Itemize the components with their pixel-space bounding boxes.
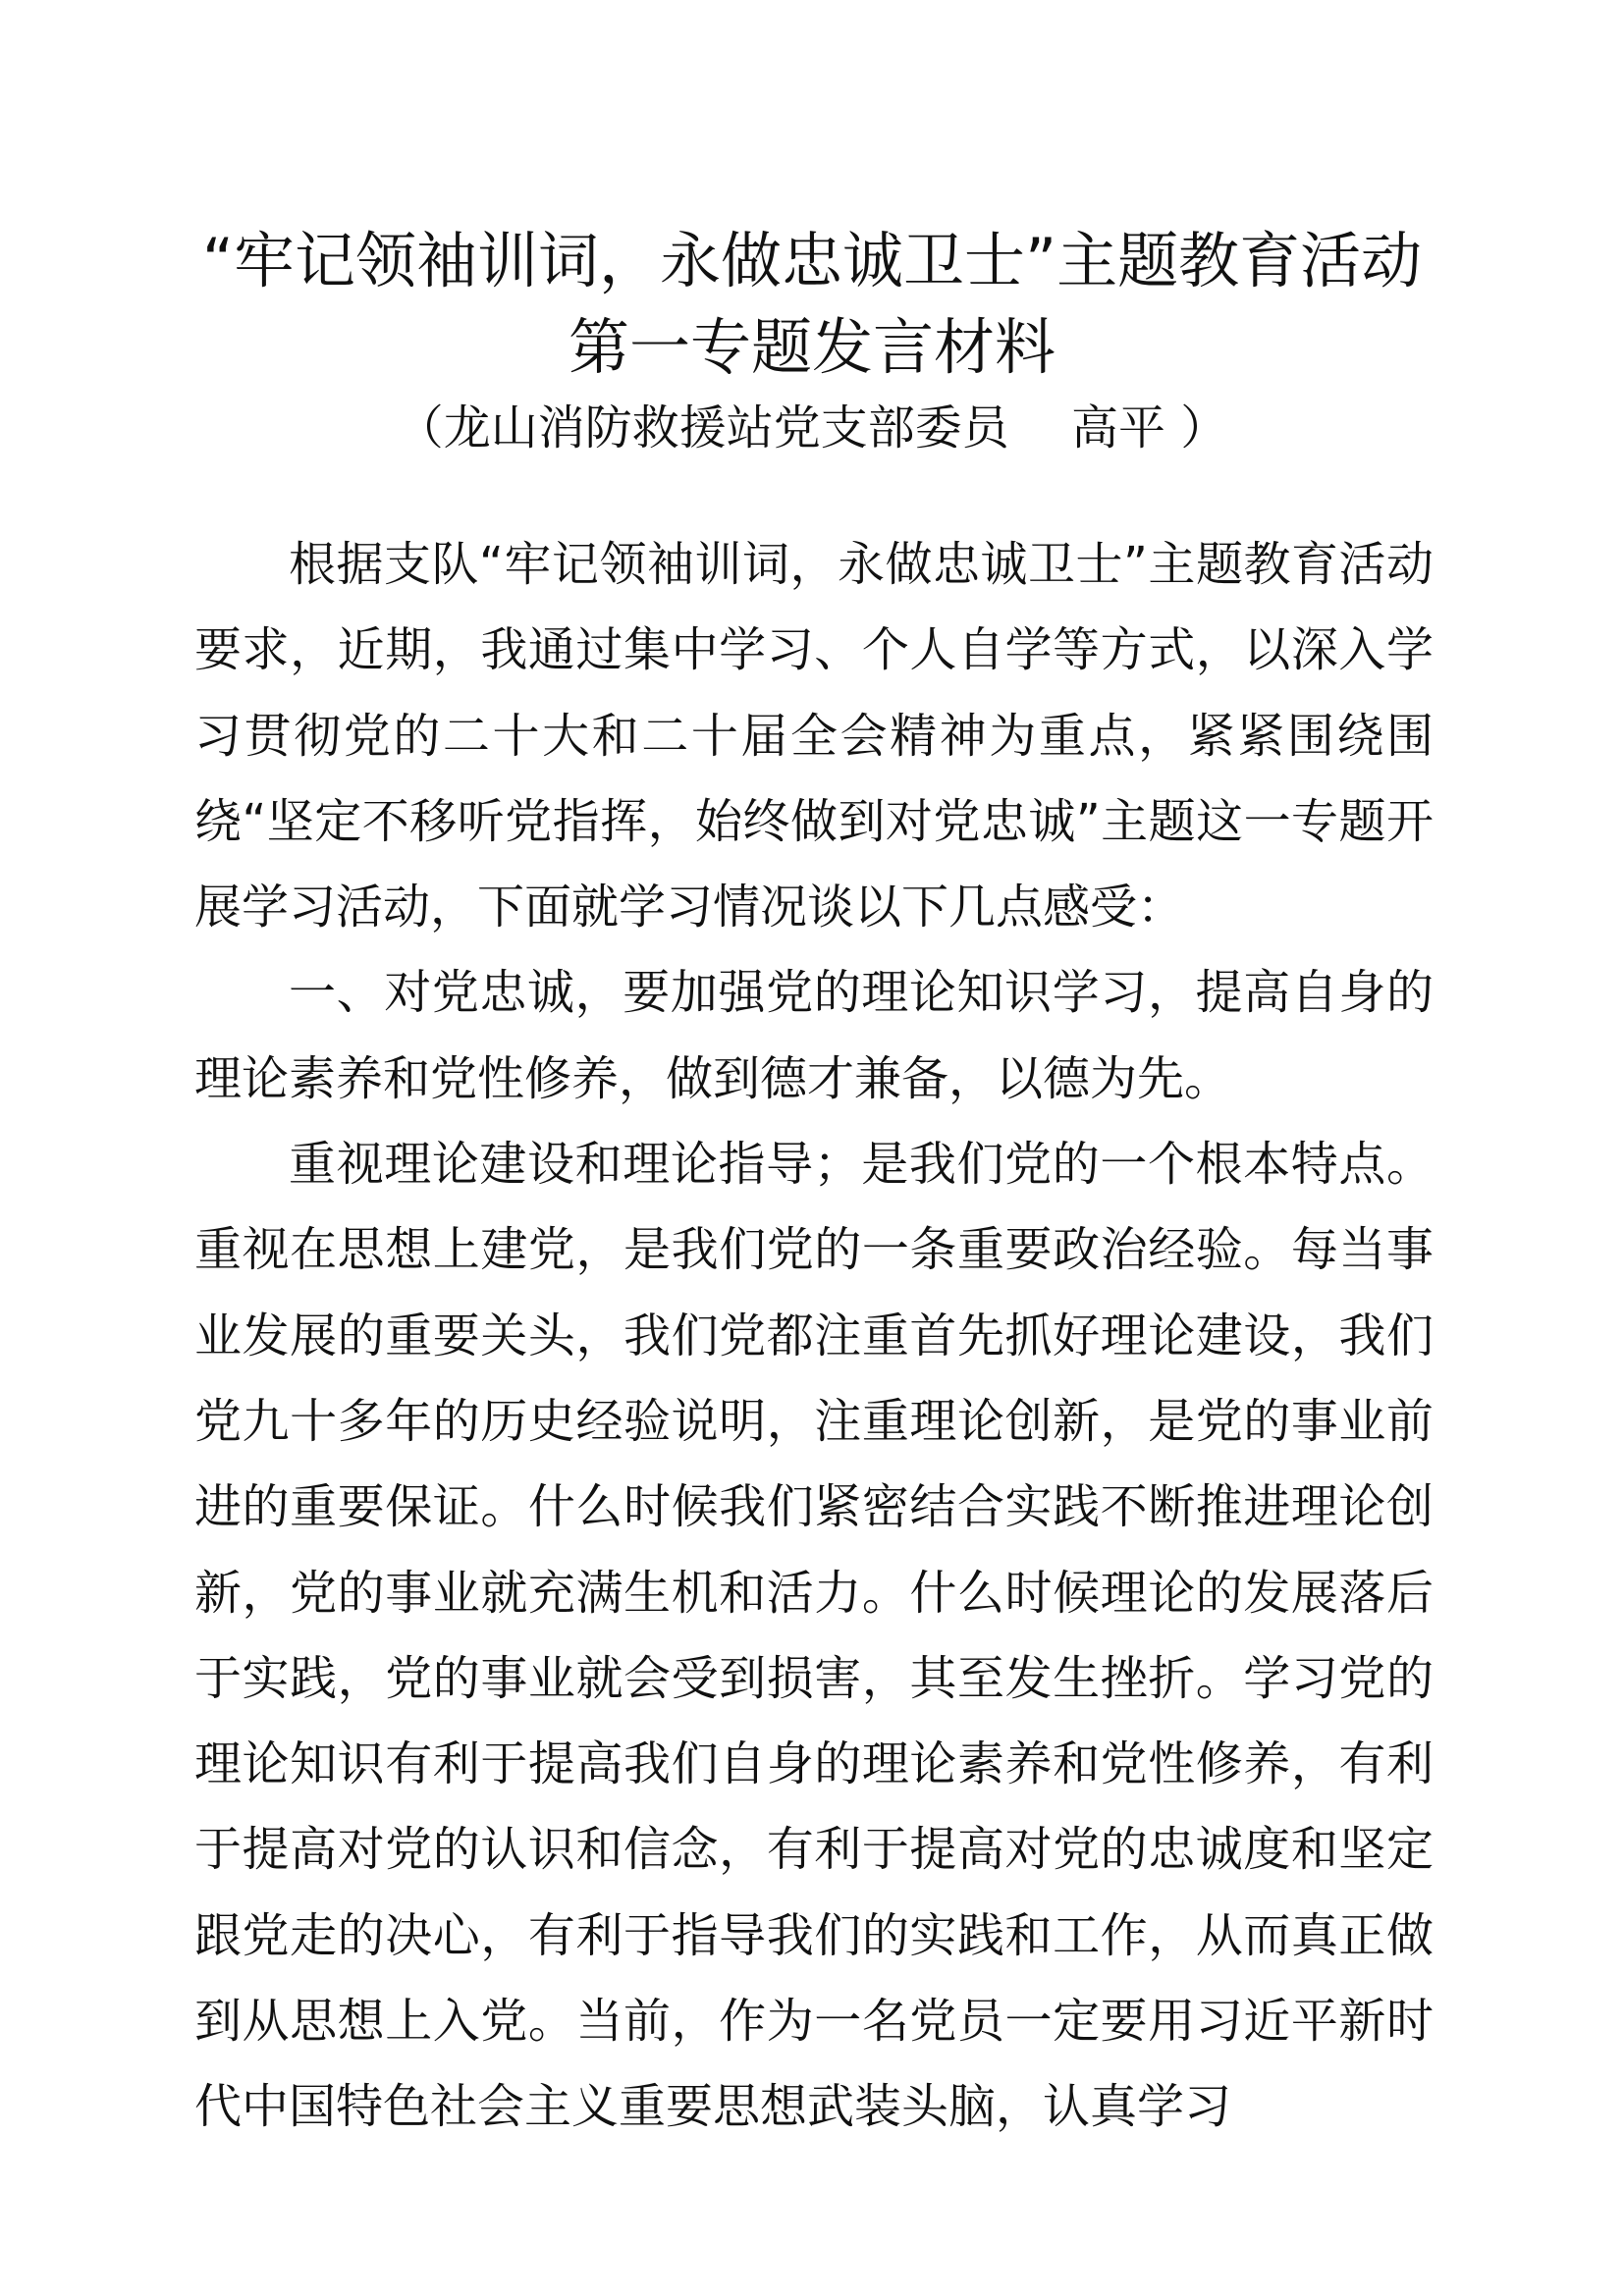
- author-line: （龙山消防救援站党支部委员 高平 ）: [396, 400, 1228, 455]
- document-title-line-2: 第一专题发言材料: [568, 311, 1056, 383]
- title-block: [147, 218, 1477, 463]
- paragraph-section-heading-1: 一、对党忠诚，要加强党的理论知识学习，提高自身的理论素养和党性修养，做到德才兼备，以德为先。: [194, 965, 1434, 1106]
- document-title-line-1: “牢记领袖训词，永做忠诚卫士”主题教育活动: [201, 225, 1423, 296]
- paragraph-body-1: 重视理论建设和理论指导；是我们党的一个根本特点。重视在思想上建党，是我们党的一条重要政治经验。每当事业发展的重要关头，我们党都注重首先抓好理论建设，我们党九十多年的历史经验说明，注重理论创新，是党的事业前进的重要保证。什么时候我们紧密结合实践不断推进理论创新，党的事业就充满生机和活力。什么时候理论的发展落后于实践，党的事业就会受到损害，其至发生挫折。学习党的理论知识有利于提高我们自身的理论素养和党性修养，有利于提高对党的认识和信念，有利于提高对党的忠诚度和坚定跟党走的决心，有利于指导我们的实践和工作，从而真正做到从思想上入党。当前，作为一名党员一定要用习近平新时代中国特色社会主义重要思想武装头脑，认真学习: [194, 1137, 1434, 2135]
- paragraph-intro: 根据支队“牢记领袖训词，永做忠诚卫士”主题教育活动要求，近期，我通过集中学习、个人自学等方式，以深入学习贯彻党的二十大和二十届全会精神为重点，紧紧围绕围绕“坚定不移听党指挥，始终做到对党忠诚”主题这一专题开展学习活动，下面就学习情况谈以下几点感受：: [194, 537, 1434, 935]
- document-body: [194, 522, 1434, 2151]
